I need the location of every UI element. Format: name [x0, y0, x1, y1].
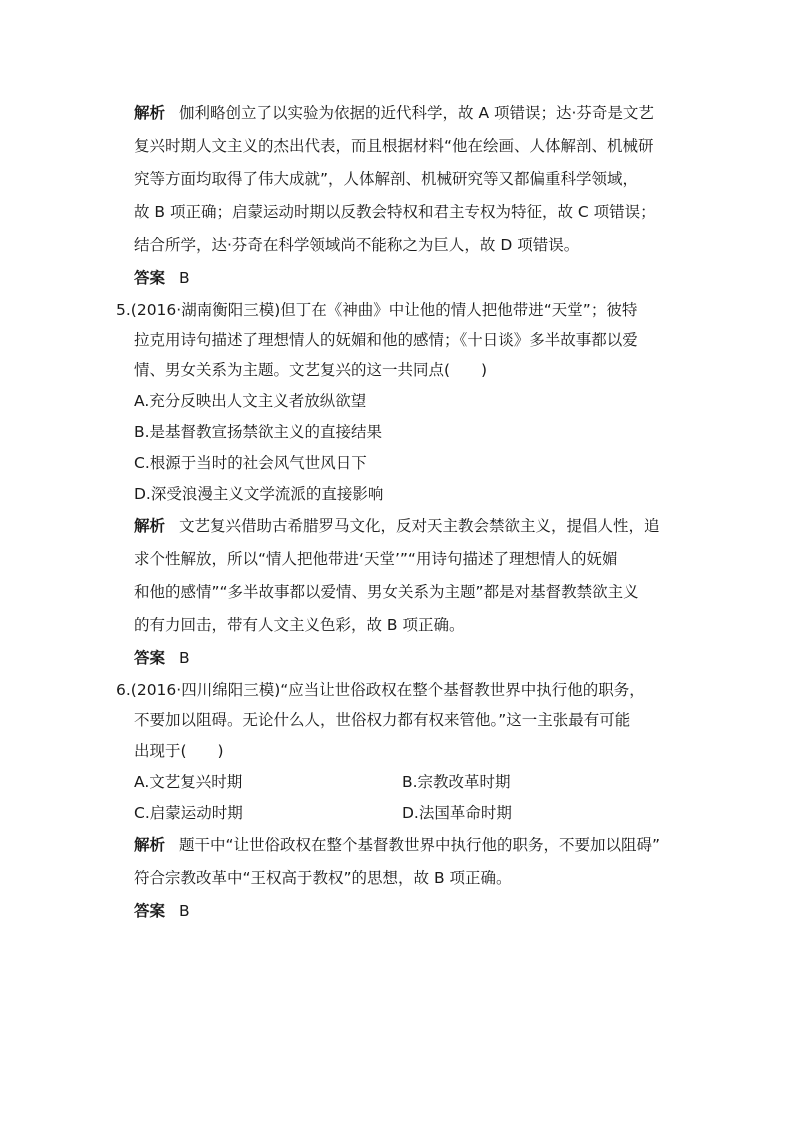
q5-stem-line-2: 拉克用诗句描述了理想情人的妩媚和他的感情；《十日谈》多半故事都以爱: [134, 331, 638, 349]
q4-analysis-line-1: [134, 103, 654, 123]
q6-analysis-line-1: [134, 835, 660, 855]
q4-answer-label: 答案: [134, 269, 166, 287]
q5-analysis-line-4: 的有力回击，带有人文主义色彩，故 B 项正确。: [134, 616, 465, 634]
q5-option-c: C.根源于当时的社会风气世风日下: [134, 454, 367, 472]
q5-stem-line-1: 5.(2016·湖南衡阳三模)但丁在《神曲》中让他的情人把他带进“天堂”；彼特: [116, 301, 638, 319]
q6-stem-line-3: 出现于( ): [134, 742, 224, 760]
q5-answer-value: B: [179, 649, 190, 667]
q5-option-b: B.是基督教宣扬禁欲主义的直接结果: [134, 423, 383, 441]
q4-answer: [134, 268, 190, 288]
q6-stem-line-1: 6.(2016·四川绵阳三模)“应当让世俗政权在整个基督教世界中执行他的职务，: [116, 681, 645, 699]
q6-option-b: B.宗教改革时期: [402, 773, 511, 791]
q6-answer-label: 答案: [134, 902, 166, 920]
q5-answer: [134, 648, 190, 668]
q4-answer-value: B: [179, 269, 190, 287]
q6-analysis-label: 解析: [134, 836, 166, 854]
q5-answer-label: 答案: [134, 649, 166, 667]
q6-analysis-text: 题干中“让世俗政权在整个基督教世界中执行他的职务，不要加以阻碍”: [179, 836, 661, 854]
q4-analysis-line-5: 结合所学，达·芬奇在科学领域尚不能称之为巨人，故 D 项错误。: [134, 236, 580, 254]
q5-analysis-line-1: [134, 516, 660, 536]
q6-stem-line-2: 不要加以阻碍。无论什么人，世俗权力都有权来管他。”这一主张最有可能: [134, 711, 631, 729]
q4-analysis-line-3: 究等方面均取得了伟大成就”，人体解剖、机械研究等又都偏重科学领域，: [134, 170, 639, 188]
q6-option-d: D.法国革命时期: [402, 804, 512, 822]
q5-analysis-line-3: 和他的感情”“多半故事都以爱情、男女关系为主题”都是对基督教禁欲主义: [134, 583, 639, 601]
q6-analysis-line-2: 符合宗教改革中“王权高于教权”的思想，故 B 项正确。: [134, 869, 512, 887]
q6-answer: [134, 901, 190, 921]
q5-option-a: A.充分反映出人文主义者放纵欲望: [134, 392, 367, 410]
q5-stem-line-3: 情、男女关系为主题。文艺复兴的这一共同点( ): [134, 361, 488, 379]
q5-analysis-text: 文艺复兴借助古希腊罗马文化，反对天主教会禁欲主义，提倡人性，追: [179, 517, 660, 535]
q4-analysis-line-2: 复兴时期人文主义的杰出代表，而且根据材料“他在绘画、人体解剖、机械研: [134, 137, 654, 155]
q4-analysis-line-4: 故 B 项正确；启蒙运动时期以反教会特权和君主专权为特征，故 C 项错误；: [134, 203, 656, 221]
q6-answer-value: B: [179, 902, 190, 920]
q4-analysis-text: 伽利略创立了以实验为依据的近代科学，故 A 项错误；达·芬奇是文艺: [179, 104, 654, 122]
q5-analysis-line-2: 求个性解放，所以“情人把他带进‘天堂’”“用诗句描述了理想情人的妩媚: [134, 550, 618, 568]
q5-analysis-label: 解析: [134, 517, 166, 535]
q6-option-a: A.文艺复兴时期: [134, 773, 243, 791]
q6-option-c: C.启蒙运动时期: [134, 804, 243, 822]
q4-analysis-label: 解析: [134, 104, 166, 122]
q5-option-d: D.深受浪漫主义文学流派的直接影响: [134, 485, 384, 503]
